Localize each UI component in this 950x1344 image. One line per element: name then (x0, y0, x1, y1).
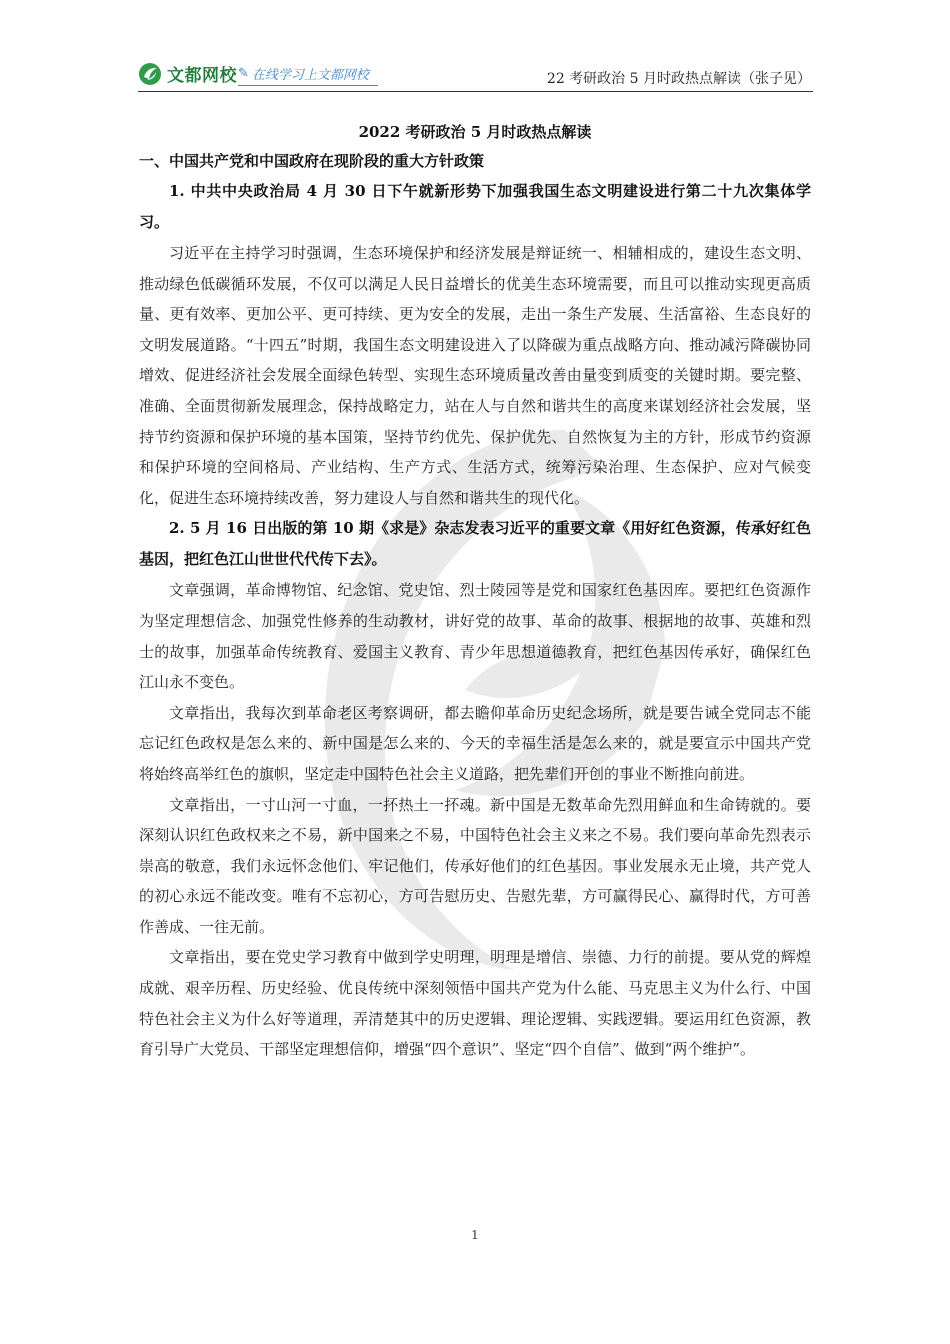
item-1-heading: 1. 中共中央政治局 4 月 30 日下午就新形势下加强我国生态文明建设进行第二十九次集体学习。 (139, 182, 811, 231)
page-number: 1 (471, 1228, 479, 1242)
page-header (138, 58, 813, 94)
brand-logo-icon (138, 62, 162, 86)
item-2-paragraph: 文章指出，一寸山河一寸血，一抔热土一抔魂。新中国是无数革命先烈用鲜血和生命铸就的。要深刻认识红色政权来之不易，新中国来之不易，中国特色社会主义来之不易。我们要向革命先烈表示崇高的敬意，我们永远怀念他们、牢记他们，传承好他们的红色基因。事业发展永无止境，共产党人的初心永远不能改变。唯有不忘初心，方可告慰历史、告慰先辈，方可赢得民心、赢得时代，方可善作善成、一往无前。 (139, 795, 811, 936)
brand-logo (138, 61, 237, 86)
header-doc-label: 22 考研政治 5 月时政热点解读（张子见） (546, 71, 811, 87)
brand-slogan (238, 64, 369, 83)
item-2-heading: 2. 5 月 16 日出版的第 10 期《求是》杂志发表习近平的重要文章《用好红色资源，传承好红色基因，把红色江山世世代代传下去》。 (139, 519, 811, 569)
header-divider (138, 91, 813, 92)
section-heading: 一、中国共产党和中国政府在现阶段的重大方针政策 (139, 152, 485, 170)
item-2-paragraph: 文章指出，要在党史学习教育中做到学史明理，明理是增信、崇德、力行的前提。要从党的辉煌成就、艰辛历程、历史经验、优良传统中深刻领悟中国共产党为什么能、马克思主义为什么行、中国特色社会主义为什么好等道理，弄清楚其中的历史逻辑、理论逻辑、实践逻辑。要运用红色资源，教育引导广大党员、干部坚定理想信仰，增强“四个意识”、坚定“四个自信”、做到“两个维护”。 (139, 948, 811, 1059)
pen-icon: ✎ (238, 66, 249, 81)
slogan-underline (238, 85, 378, 86)
item-1-paragraph: 习近平在主持学习时强调，生态环境保护和经济发展是辩证统一、相辅相成的，建设生态文明、推动绿色低碳循环发展，不仅可以满足人民日益增长的优美生态环境需要，而且可以推动实现更高质量、更有效率、更加公平、更可持续、更为安全的发展，走出一条生产发展、生活富裕、生态良好的文明发展道路。“十四五”时期，我国生态文明建设进入了以降碳为重点战略方向、推动减污降碳协同增效、促进经济社会发展全面绿色转型、实现生态环境质量改善由量变到质变的关键时期。要完整、准确、全面贯彻新发展理念，保持战略定力，站在人与自然和谐共生的高度来谋划经济社会发展，坚持节约资源和保护环境的基本国策，坚持节约优先、保护优先、自然恢复为主的方针，形成节约资源和保护环境的空间格局、产业结构、生产方式、生活方式，统筹污染治理、生态保护、应对气候变化，促进生态环境持续改善，努力建设人与自然和谐共生的现代化。 (139, 244, 811, 507)
document-body (139, 120, 811, 1065)
item-2-paragraph: 文章指出，我每次到革命老区考察调研，都去瞻仰革命历史纪念场所，就是要告诫全党同志不能忘记红色政权是怎么来的、新中国是怎么来的、今天的幸福生活是怎么来的，就是要宣示中国共产党将始终高举红色的旗帜，坚定走中国特色社会主义道路，把先辈们开创的事业不断推向前进。 (139, 703, 811, 783)
item-2-paragraph: 文章强调，革命博物馆、纪念馆、党史馆、烈士陵园等是党和国家红色基因库。要把红色资源作为坚定理想信念、加强党性修养的生动教材，讲好党的故事、革命的故事、根据地的故事、英雄和烈士的故事，加强革命传统教育、爱国主义教育、青少年思想道德教育，把红色基因传承好，确保红色江山永不变色。 (139, 581, 811, 692)
document-title: 2022 考研政治 5 月时政热点解读 (358, 123, 592, 141)
brand-name: 文都网校 (167, 66, 237, 86)
slogan-text: 在线学习上文都网校 (251, 68, 369, 83)
